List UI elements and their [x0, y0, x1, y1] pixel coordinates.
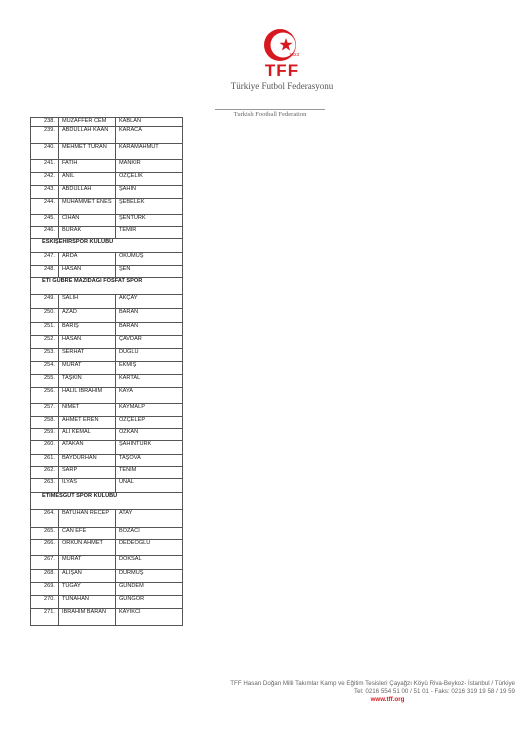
- club-name: [31, 278, 183, 295]
- club-name: [31, 493, 183, 510]
- player-row: [31, 528, 183, 540]
- player-row: [31, 441, 183, 455]
- player-first-name: NİMET: [58, 404, 115, 417]
- player-row: [31, 455, 183, 467]
- player-row: [31, 583, 183, 596]
- player-last-name: ÖZÇELİK: [115, 173, 182, 186]
- player-last-name: DOKSAL: [115, 556, 182, 570]
- player-first-name: ORKUN AHMET: [58, 540, 115, 556]
- player-row: [31, 160, 183, 173]
- player-last-name: EKMİŞ: [115, 362, 182, 375]
- player-last-name: KARTAL: [115, 375, 182, 388]
- player-first-name: ABDULLAH: [58, 186, 115, 199]
- player-first-name: HASAN: [58, 336, 115, 349]
- player-row: [31, 540, 183, 556]
- player-number: 264.: [31, 510, 59, 528]
- footer-website-link[interactable]: www.tff.org: [370, 696, 405, 703]
- player-number: 256.: [31, 388, 59, 404]
- player-first-name: MURAT: [58, 556, 115, 570]
- player-row: [31, 215, 183, 227]
- player-number: 255.: [31, 375, 59, 388]
- player-number: 245.: [31, 215, 59, 227]
- player-row: [31, 388, 183, 404]
- badge-year: 1923: [289, 52, 300, 57]
- club-name-text: ETİMESGUT SPOR KULÜBÜ: [42, 493, 118, 499]
- player-number: 261.: [31, 455, 59, 467]
- federation-name-en: Turkish Football Federation: [233, 111, 307, 118]
- player-number: 252.: [31, 336, 59, 349]
- player-number: 268.: [31, 570, 59, 583]
- footer-address: TFF Hasan Doğan Milli Takımlar Kamp ve Eğitim Tesisleri Çayağzı Köyü Riva-Beykoz- İstanbul / Türkiye: [230, 680, 515, 687]
- player-first-name: BURAK: [58, 227, 115, 239]
- player-number: 241.: [31, 160, 59, 173]
- player-first-name: SARP: [58, 467, 115, 479]
- player-number: 267.: [31, 556, 59, 570]
- player-row: [31, 336, 183, 349]
- player-first-name: ALİŞAN: [58, 570, 115, 583]
- player-last-name: ÖZKAN: [115, 429, 182, 441]
- player-first-name: CAN EFE: [58, 528, 115, 540]
- player-first-name: TUGAY: [58, 583, 115, 596]
- player-number: 258.: [31, 417, 59, 429]
- player-row: [31, 479, 183, 493]
- player-row: [31, 596, 183, 609]
- player-last-name: KAYMALP: [115, 404, 182, 417]
- player-first-name: FATİH: [58, 160, 115, 173]
- player-first-name: BARIŞ: [58, 323, 115, 336]
- player-number: 240.: [31, 144, 59, 160]
- player-last-name: KABLAN: [115, 118, 182, 127]
- club-section-row: [31, 278, 183, 295]
- player-row: [31, 609, 183, 626]
- player-roster-table: [30, 117, 183, 626]
- player-first-name: MUHAMMET ENES: [58, 199, 115, 215]
- player-row: [31, 417, 183, 429]
- player-last-name: DUĞLU: [115, 349, 182, 362]
- player-last-name: OKUMUŞ: [115, 253, 182, 266]
- player-number: 238.: [31, 118, 59, 127]
- player-row: [31, 349, 183, 362]
- player-row: [31, 266, 183, 278]
- player-last-name: BARAN: [115, 323, 182, 336]
- player-first-name: ATAKAN: [58, 441, 115, 455]
- player-number: 246.: [31, 227, 59, 239]
- player-last-name: TEMİR: [115, 227, 182, 239]
- player-number: 271.: [31, 609, 59, 626]
- player-row: [31, 570, 183, 583]
- player-number: 239.: [31, 127, 59, 144]
- logo-wordmark: TFF: [264, 61, 300, 80]
- player-number: 244.: [31, 199, 59, 215]
- player-last-name: BARAN: [115, 309, 182, 323]
- tff-logo: [232, 28, 332, 92]
- player-last-name: KAYIKCI: [115, 609, 182, 626]
- player-row: [31, 173, 183, 186]
- player-row: [31, 309, 183, 323]
- footer-phone: Tel: 0216 554 51 00 / 51 01 - Faks: 0216 319 19 58 / 19 59: [354, 688, 515, 695]
- player-last-name: ÇAVDAR: [115, 336, 182, 349]
- player-number: 253.: [31, 349, 59, 362]
- player-number: 248.: [31, 266, 59, 278]
- player-first-name: HALİL İBRAHİM: [58, 388, 115, 404]
- player-first-name: MUZAFFER CEM: [58, 118, 115, 127]
- federation-name-tr: Türkiye Futbol Federasyonu: [230, 81, 334, 91]
- player-row: [31, 556, 183, 570]
- player-number: 263.: [31, 479, 59, 493]
- player-first-name: BATUHAN RECEP: [58, 510, 115, 528]
- player-row: [31, 118, 183, 127]
- player-last-name: KARACA: [115, 127, 182, 144]
- club-section-row: [31, 493, 183, 510]
- player-first-name: MEHMET TURAN: [58, 144, 115, 160]
- player-first-name: İLYAS: [58, 479, 115, 493]
- player-last-name: DEDEOĞLU: [115, 540, 182, 556]
- player-first-name: İBRAHİM BARAN: [58, 609, 115, 626]
- player-first-name: HASAN: [58, 266, 115, 278]
- player-last-name: TAŞOVA: [115, 455, 182, 467]
- header-divider: [215, 109, 325, 110]
- player-number: 242.: [31, 173, 59, 186]
- player-last-name: KARAMAHMUT: [115, 144, 182, 160]
- player-first-name: MURAT: [58, 362, 115, 375]
- club-name-text: ETİ GÜBRE MAZIDAĞI FOSFAT SPOR: [42, 278, 143, 284]
- player-number: 250.: [31, 309, 59, 323]
- player-last-name: DURMUŞ: [115, 570, 182, 583]
- player-row: [31, 253, 183, 266]
- player-first-name: BAYDURHAN: [58, 455, 115, 467]
- player-row: [31, 404, 183, 417]
- player-row: [31, 510, 183, 528]
- player-row: [31, 199, 183, 215]
- club-name: [31, 239, 183, 253]
- player-number: 270.: [31, 596, 59, 609]
- player-last-name: GÜNGÖR: [115, 596, 182, 609]
- player-last-name: ÜNAL: [115, 479, 182, 493]
- player-row: [31, 362, 183, 375]
- player-row: [31, 295, 183, 309]
- player-first-name: ANIL: [58, 173, 115, 186]
- player-number: 251.: [31, 323, 59, 336]
- player-number: 269.: [31, 583, 59, 596]
- player-number: 259.: [31, 429, 59, 441]
- player-last-name: AKÇAY: [115, 295, 182, 309]
- player-number: 249.: [31, 295, 59, 309]
- player-number: 257.: [31, 404, 59, 417]
- player-first-name: SALİH: [58, 295, 115, 309]
- player-first-name: TAŞKIN: [58, 375, 115, 388]
- player-first-name: CİHAN: [58, 215, 115, 227]
- club-name-text: ESKİŞEHİRSPOR KULÜBÜ: [42, 239, 114, 245]
- player-first-name: SERHAT: [58, 349, 115, 362]
- player-number: 243.: [31, 186, 59, 199]
- player-row: [31, 227, 183, 239]
- player-first-name: ABDULLAH KAAN: [58, 127, 115, 144]
- player-number: 265.: [31, 528, 59, 540]
- player-row: [31, 127, 183, 144]
- player-row: [31, 144, 183, 160]
- player-number: 262.: [31, 467, 59, 479]
- player-last-name: TENİM: [115, 467, 182, 479]
- player-last-name: GÜNDEM: [115, 583, 182, 596]
- player-last-name: ŞEBELEK: [115, 199, 182, 215]
- player-number: 247.: [31, 253, 59, 266]
- player-first-name: TUNAHAN: [58, 596, 115, 609]
- player-number: 266.: [31, 540, 59, 556]
- player-last-name: ŞAHİN: [115, 186, 182, 199]
- player-number: 254.: [31, 362, 59, 375]
- player-last-name: MANKIR: [115, 160, 182, 173]
- player-last-name: KAYA: [115, 388, 182, 404]
- player-last-name: ATAY: [115, 510, 182, 528]
- player-first-name: ARDA: [58, 253, 115, 266]
- player-last-name: BOZACI: [115, 528, 182, 540]
- player-number: 260.: [31, 441, 59, 455]
- player-first-name: AZAD: [58, 309, 115, 323]
- player-row: [31, 186, 183, 199]
- player-last-name: ÖZÇELEP: [115, 417, 182, 429]
- player-first-name: AHMET EREN: [58, 417, 115, 429]
- player-row: [31, 375, 183, 388]
- player-row: [31, 429, 183, 441]
- player-first-name: ALİ KEMAL: [58, 429, 115, 441]
- player-last-name: ŞENTÜRK: [115, 215, 182, 227]
- player-row: [31, 323, 183, 336]
- player-last-name: ŞEN: [115, 266, 182, 278]
- page-footer: [60, 680, 515, 704]
- player-row: [31, 467, 183, 479]
- player-last-name: ŞAHİNTÜRK: [115, 441, 182, 455]
- club-section-row: [31, 239, 183, 253]
- tff-crescent-star-emblem-icon: [263, 28, 301, 62]
